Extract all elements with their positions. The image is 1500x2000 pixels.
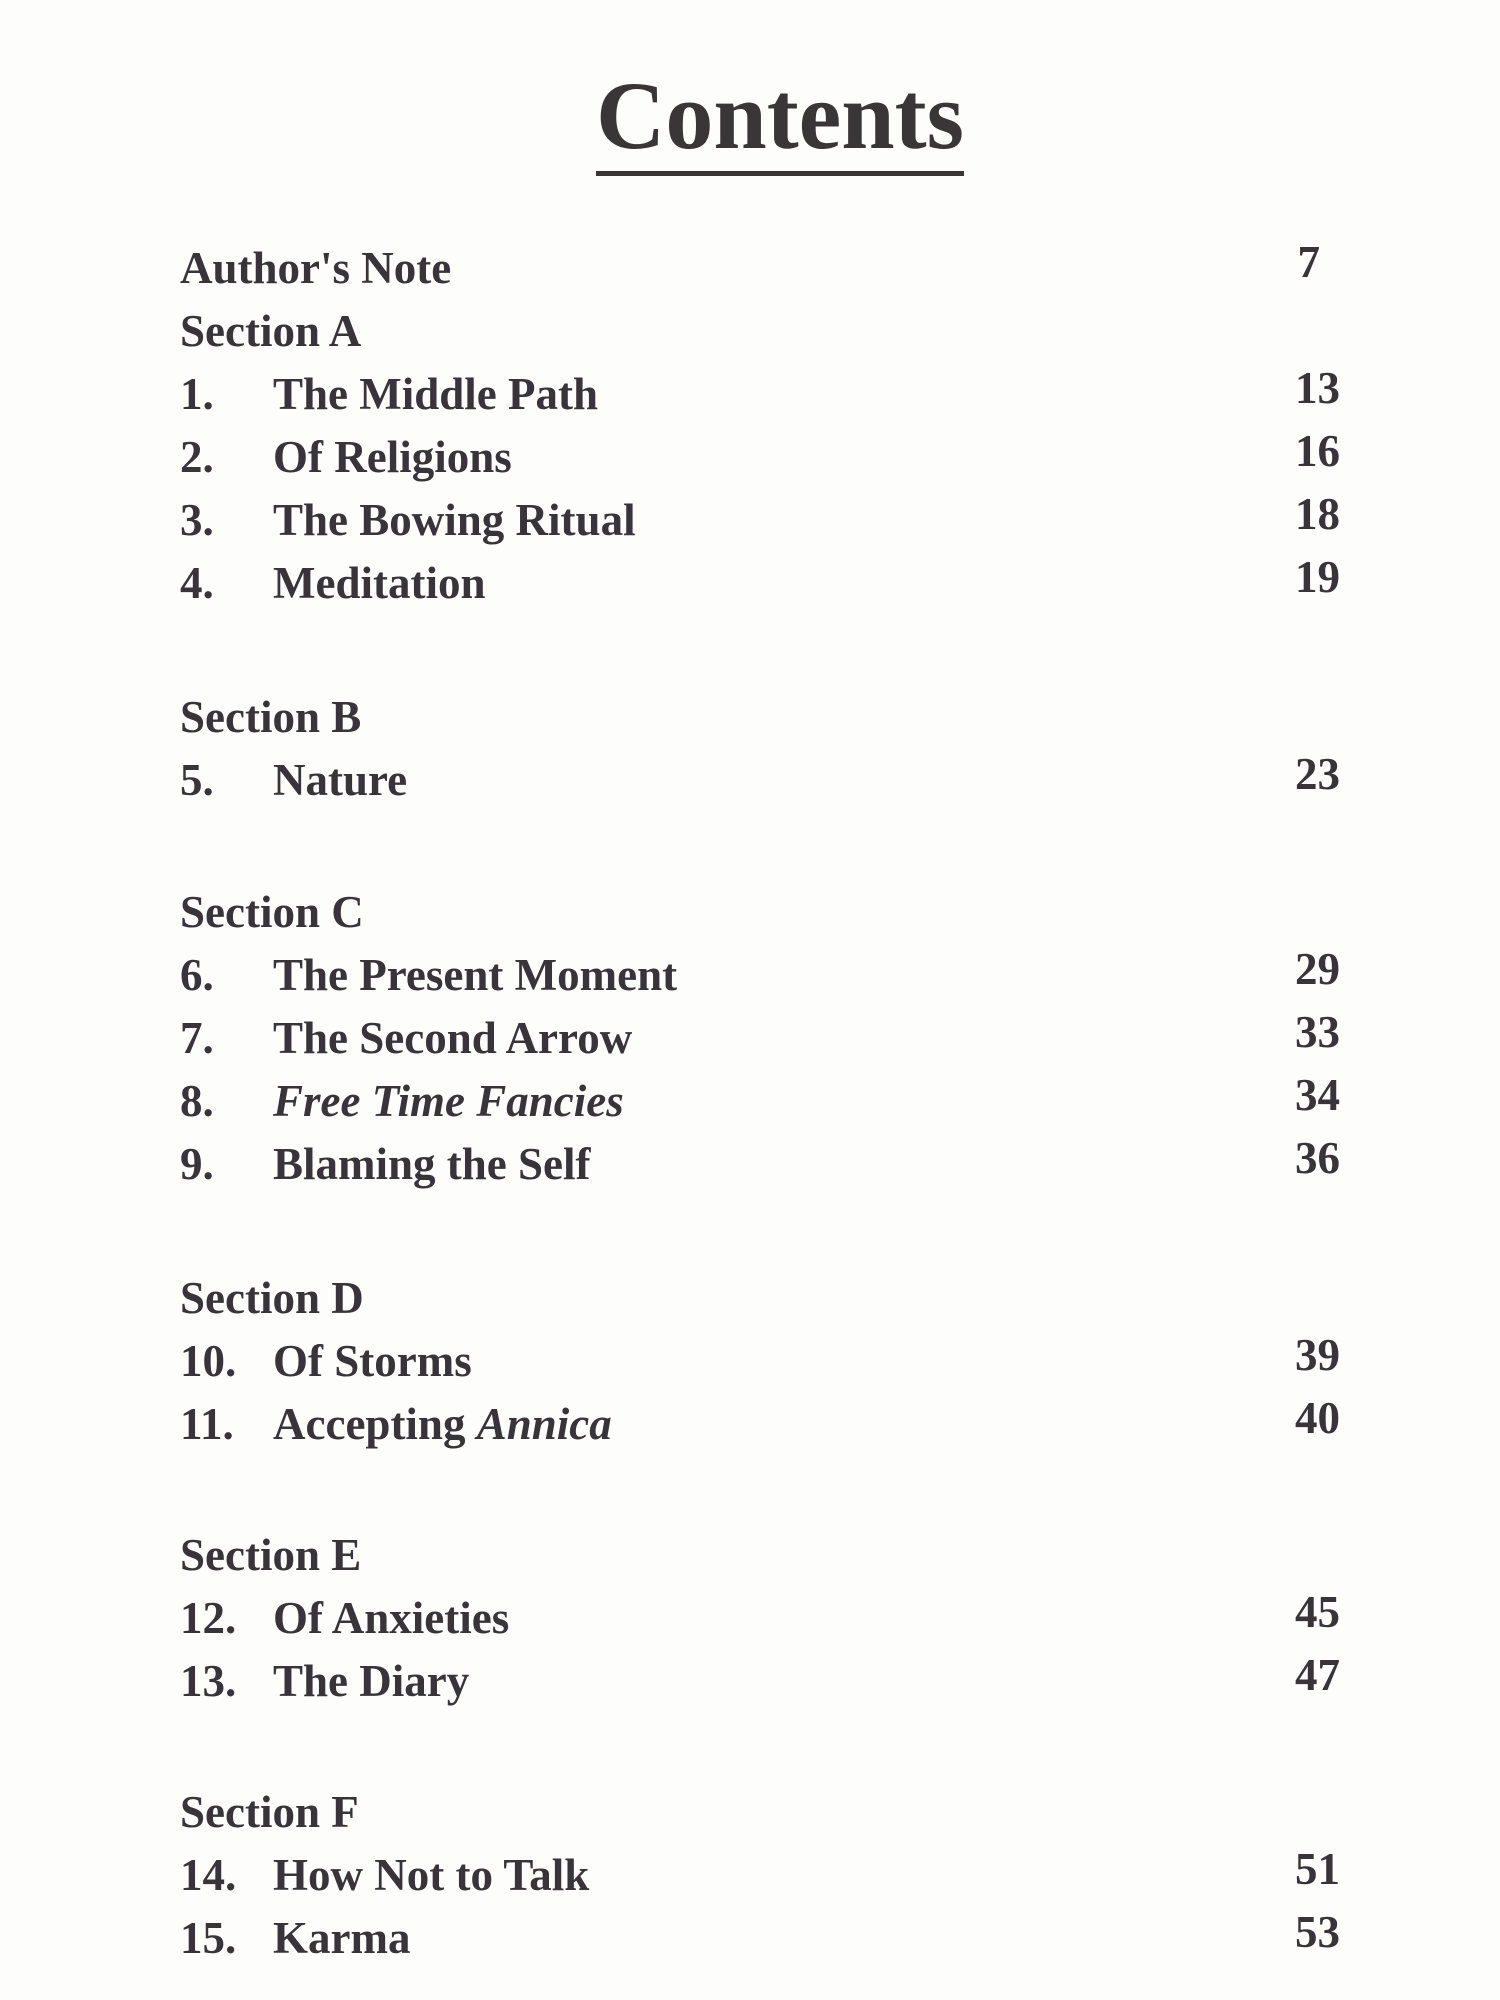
- toc-entry-page: 34: [1295, 1070, 1340, 1120]
- toc-entry[interactable]: [180, 1393, 1340, 1452]
- toc-entry-title: Of Religions: [273, 432, 512, 482]
- toc-entry-title: [273, 1396, 612, 1452]
- section-heading-d: Section D: [180, 1273, 364, 1323]
- toc-entry-number: 14.: [180, 1850, 237, 1900]
- toc-entry-title: The Diary: [273, 1656, 470, 1706]
- toc-entry[interactable]: [180, 1133, 1340, 1192]
- toc-entry-page: 13: [1295, 363, 1340, 413]
- page-title: Contents: [0, 68, 1500, 164]
- toc-entry[interactable]: [180, 1070, 1340, 1129]
- toc-entry-title: How Not to Talk: [273, 1850, 590, 1900]
- toc-entry-title: Of Storms: [273, 1336, 472, 1386]
- toc-entry-page: 16: [1295, 426, 1340, 476]
- toc-entry[interactable]: [180, 1330, 1340, 1389]
- toc-entry-number: 3.: [180, 495, 214, 545]
- toc-entry-page: 19: [1295, 552, 1340, 602]
- toc-entry-number: 11.: [180, 1399, 234, 1449]
- toc-entry[interactable]: [180, 489, 1340, 548]
- toc-entry-page: 53: [1295, 1907, 1340, 1957]
- toc-entry-title: Meditation: [273, 558, 486, 608]
- toc-entry[interactable]: [180, 552, 1340, 611]
- toc-entry[interactable]: [180, 944, 1340, 1003]
- toc-entry-title-plain: Accepting: [273, 1399, 466, 1449]
- toc-entry-page: 36: [1295, 1133, 1340, 1183]
- toc-entry-number: 2.: [180, 432, 214, 482]
- toc-entry-page: 45: [1295, 1587, 1340, 1637]
- toc-entry-page: 7: [1297, 237, 1320, 287]
- toc-entry-title: The Present Moment: [273, 950, 678, 1000]
- toc-entry-title: Of Anxieties: [273, 1593, 510, 1643]
- toc-entry-page: 40: [1295, 1393, 1340, 1443]
- toc-entry-title: Author's Note: [180, 243, 452, 293]
- toc-entry-authors-note[interactable]: [180, 237, 1340, 296]
- toc-entry[interactable]: [180, 1844, 1340, 1903]
- toc-entry-number: 5.: [180, 755, 214, 805]
- toc-entry-title: Free Time Fancies: [273, 1076, 624, 1126]
- section-heading-c: Section C: [180, 887, 364, 937]
- toc-entry-number: 8.: [180, 1076, 214, 1126]
- toc-entry-title: The Second Arrow: [273, 1013, 633, 1063]
- toc-entry[interactable]: [180, 1587, 1340, 1646]
- toc-entry-page: 18: [1295, 489, 1340, 539]
- toc-entry[interactable]: [180, 1650, 1340, 1709]
- section-heading-f: Section F: [180, 1787, 359, 1837]
- toc-entry-number: 6.: [180, 950, 214, 1000]
- toc-entry-title: Karma: [273, 1913, 411, 1963]
- toc-entry-page: 51: [1295, 1844, 1340, 1894]
- toc-entry-number: 12.: [180, 1593, 237, 1643]
- toc-entry-page: 39: [1295, 1330, 1340, 1380]
- toc-entry-number: 4.: [180, 558, 214, 608]
- toc-entry-page: 33: [1295, 1007, 1340, 1057]
- toc-entry-title: Nature: [273, 755, 408, 805]
- toc-entry-number: 15.: [180, 1913, 237, 1963]
- toc-entry-page: 29: [1295, 944, 1340, 994]
- section-heading-a: Section A: [180, 306, 362, 356]
- section-heading-e: Section E: [180, 1530, 362, 1580]
- toc-entry[interactable]: [180, 749, 1340, 808]
- toc-entry-title: The Bowing Ritual: [273, 495, 636, 545]
- toc-entry[interactable]: [180, 1007, 1340, 1066]
- toc-entry[interactable]: [180, 363, 1340, 422]
- toc-entry-title: The Middle Path: [273, 369, 599, 419]
- toc-entry[interactable]: [180, 1907, 1340, 1966]
- toc-entry-number: 1.: [180, 369, 214, 419]
- toc-entry[interactable]: [180, 426, 1340, 485]
- toc-entry-page: 47: [1295, 1650, 1340, 1700]
- toc-entry-page: 23: [1295, 749, 1340, 799]
- section-heading-b: Section B: [180, 692, 362, 742]
- toc-entry-number: 10.: [180, 1336, 237, 1386]
- toc-entry-title: Blaming the Self: [273, 1139, 591, 1189]
- toc-entry-title-italic: Annica: [476, 1399, 612, 1449]
- toc-entry-number: 9.: [180, 1139, 214, 1189]
- toc-entry-number: 7.: [180, 1013, 214, 1063]
- toc-entry-number: 13.: [180, 1656, 237, 1706]
